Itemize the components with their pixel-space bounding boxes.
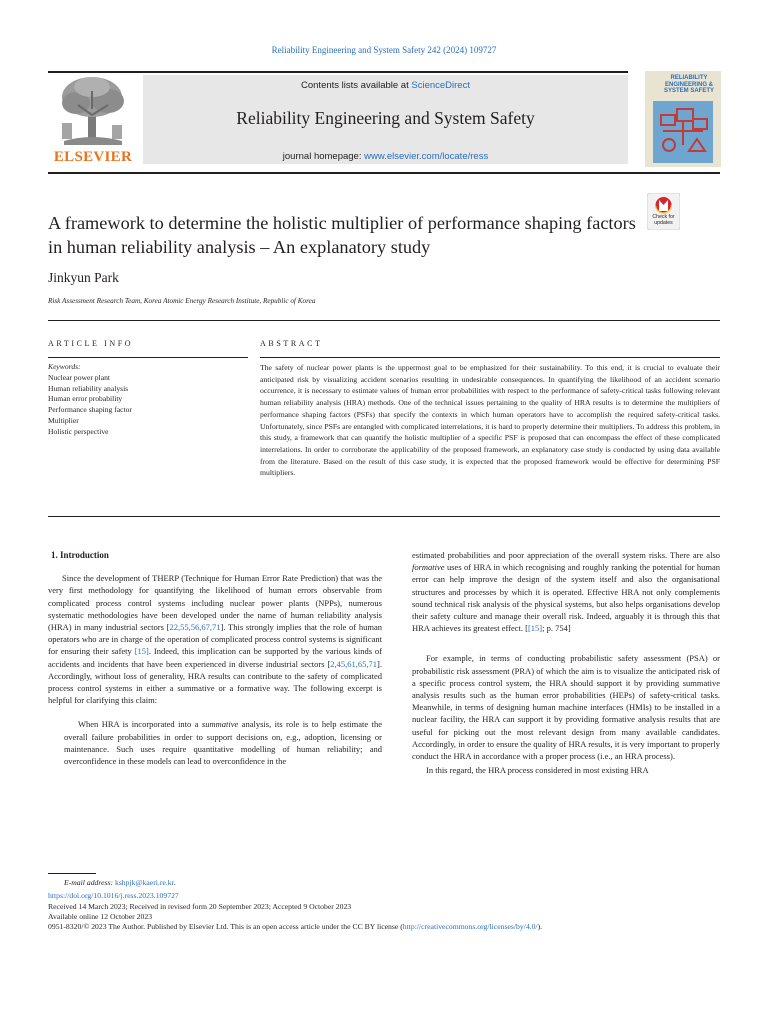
elsevier-tree-icon xyxy=(54,75,132,145)
author-affiliation: Risk Assessment Research Team, Korea Atomic Energy Research Institute, Republic of Korea xyxy=(48,297,316,305)
elsevier-wordmark: ELSEVIER xyxy=(53,149,133,165)
doi-line xyxy=(48,891,728,901)
keyword-item: Multiplier xyxy=(48,415,79,425)
citation-link[interactable]: [15] xyxy=(527,623,543,634)
body-column-right xyxy=(412,549,720,788)
license-link[interactable]: http://creativecommons.org/licenses/by/4.0/ xyxy=(402,922,538,932)
keyword-item: Holistic perspective xyxy=(48,426,109,436)
intro-paragraph-2: For example, in terms of conducting probabilistic safety assessment (PSA) or probabilistic risk assessment (PRA) of which the aim is to visualize the anticipated risk of a specific process control system, the HRA should support it by providing summative analysis results such as the human error probabilities (HEPs) of safety-critical tasks. Meanwhile, in terms of designing human machine interfaces (HMIs) to be installed in a nuclear facility, the HRA can support it by providing formative analysis results that are useful for picking out the most relevant design from many available candidates. Accordingly, in order to ensure the quality of HRA results, it is very important to properly conduct the HRA in accordance with a proper process (i.e., an HRA process). xyxy=(412,653,720,762)
doi-link[interactable]: https://doi.org/10.1016/j.ress.2023.109727 xyxy=(48,891,179,901)
keyword-item: Performance shaping factor xyxy=(48,405,132,415)
footnote-rule xyxy=(48,873,96,874)
journal-homepage-link[interactable]: www.elsevier.com/locate/ress xyxy=(364,151,489,162)
journal-cover-image[interactable] xyxy=(645,71,721,167)
block-quote-continued: estimated probabilities and poor appreciation of the overall system risks. There are also formative uses of HRA in which recognising and roughly ranking the potential for human error can help improve the design of the system itself and also the organisational structures and processes by which it is operated. Effective HRA not only complements sound technical risk analysis of the physical systems, but also helps organisations develop their safety culture and manage their overall risk. Indeed, arguably it is through this that HRA achieves its greatest effect. [[15]; p. 754] xyxy=(412,550,720,634)
intro-paragraph-1: Since the development of THERP (Technique for Human Error Rate Prediction) that was the very first methodology for quantifying the likelihood of human errors observable from complicated process control systems including nuclear power plants (NPPs), numerous systematic methodologies have been developed under the name of human reliability analysis (HRA) in many industrial sectors [22,55,56,67,71]. This strongly implies that the role of human operators who are in charge of the operation of complicated process control systems is significant for ensuring their safety [15]. Indeed, this implication can be supported by the various kinds of accidents and incidents that have been experienced in diverse industrial sectors [2,45,61,65,71]. Accordingly, without loss of generality, HRA results can contribute to the safety of complicated process control systems in either a summative or a formative way. The following excerpt is helpful for clarifying this claim: xyxy=(48,573,382,706)
received-line: Received 14 March 2023; Received in revised form 20 September 2023; Accepted 9 October 2023 xyxy=(48,901,352,911)
keyword-item: Human error probability xyxy=(48,394,123,404)
intro-paragraph-3: In this regard, the HRA process considered in most existing HRA xyxy=(426,765,649,776)
header-rule-bottom xyxy=(48,172,720,174)
journal-title: Reliability Engineering and System Safety xyxy=(236,108,535,128)
check-for-updates-badge[interactable] xyxy=(647,193,680,230)
author-name[interactable]: Jinkyun Park xyxy=(48,270,119,285)
contents-line: Contents lists available at ScienceDirect xyxy=(301,80,470,91)
check-for-updates-label: Check for updates xyxy=(652,214,675,226)
cover-title: RELIABILITY ENGINEERING & SYSTEM SAFETY xyxy=(663,75,714,94)
footnotes xyxy=(48,878,728,932)
elsevier-logo xyxy=(48,75,138,167)
homepage-line: journal homepage: www.elsevier.com/locate/ress xyxy=(282,151,489,162)
abstract-heading: ABSTRACT xyxy=(260,339,323,348)
article-info-heading: ARTICLE INFO xyxy=(48,339,134,348)
citation-link[interactable]: [15] xyxy=(134,646,149,657)
license-line: 0951-8320/© 2023 The Author. Published by Elsevier Ltd. This is an open access article under the CC BY license (http://creativecommons.org/licenses/by/4.0/). xyxy=(48,922,543,932)
email-link[interactable]: kshpjk@kaeri.re.kr xyxy=(114,878,174,887)
block-quote: When HRA is incorporated into a summative analysis, its role is to help estimate the overall failure probabilities in order to support decisions on, e.g., adoption, licensing or maintenance. Such uses require quantitative modelling of human reliability; and overconfidence in these models can lead to overconfidence in the xyxy=(64,719,382,767)
abstract-inner-rule xyxy=(260,357,720,358)
keywords-label: Keywords: xyxy=(48,362,81,371)
journal-banner xyxy=(143,75,628,164)
keyword-item: Human reliability analysis xyxy=(48,383,129,393)
abstract-bottom-rule xyxy=(48,516,720,517)
abstract-text: The safety of nuclear power plants is the uppermost goal to be emphasized for their sustainability. To this end, it is crucial to evaluate their anticipated risk by visualizing accident scenarios resulting in undesirable consequences. In quantifying the likelihood of an accident scenario occurrence, it is necessary to estimate values of human error probabilities with respect to the performance of safety-critical tasks following relevant human reliability analysis (HRA) methods. One of the technical issues pertaining to the quality of HRA results is to determine the multipliers of performance shaping factors (PSFs) that specify the contexts in which human operators have to accomplish the required safety-critical tasks. Unfortunately, since PSFs are entangled with complicated interrelations, it is hard to properly determine their multipliers. To address this problem, in this study, a framework that can quantify the holistic multiplier of a specific PSF is proposed that can encompass the effect of these complicated interrelations. In order to corroborate the applicability of the proposed framework, an explanatory case study is conducted by using data available from the literature. Based on the result of this case study, it is expected that the proposed framework would be effective for determining PSF multipliers. xyxy=(260,363,720,478)
article-info-rule xyxy=(48,320,720,321)
keywords-list xyxy=(48,362,248,438)
article-title: A framework to determine the holistic multiplier of performance shaping factors in human reliability analysis – An explanatory study xyxy=(48,213,636,257)
citation-link[interactable]: 22,55,56,67,71 xyxy=(169,622,221,633)
email-footnote: E-mail address: kshpjk@kaeri.re.kr. xyxy=(64,878,176,887)
section-title-introduction: 1. Introduction xyxy=(51,550,109,560)
article-info-inner-rule xyxy=(48,357,248,358)
keyword-item: Nuclear power plant xyxy=(48,372,110,382)
citation-link[interactable]: 2,45,61,65,71 xyxy=(330,658,378,669)
available-online-line: Available online 12 October 2023 xyxy=(48,911,153,921)
cover-artwork-icon xyxy=(653,101,713,163)
journal-reference-link[interactable]: Reliability Engineering and System Safety 242 (2024) 109727 xyxy=(271,45,497,55)
header-rule-top xyxy=(48,71,628,73)
sciencedirect-link[interactable]: ScienceDirect xyxy=(411,80,470,91)
body-column-left xyxy=(48,549,382,767)
